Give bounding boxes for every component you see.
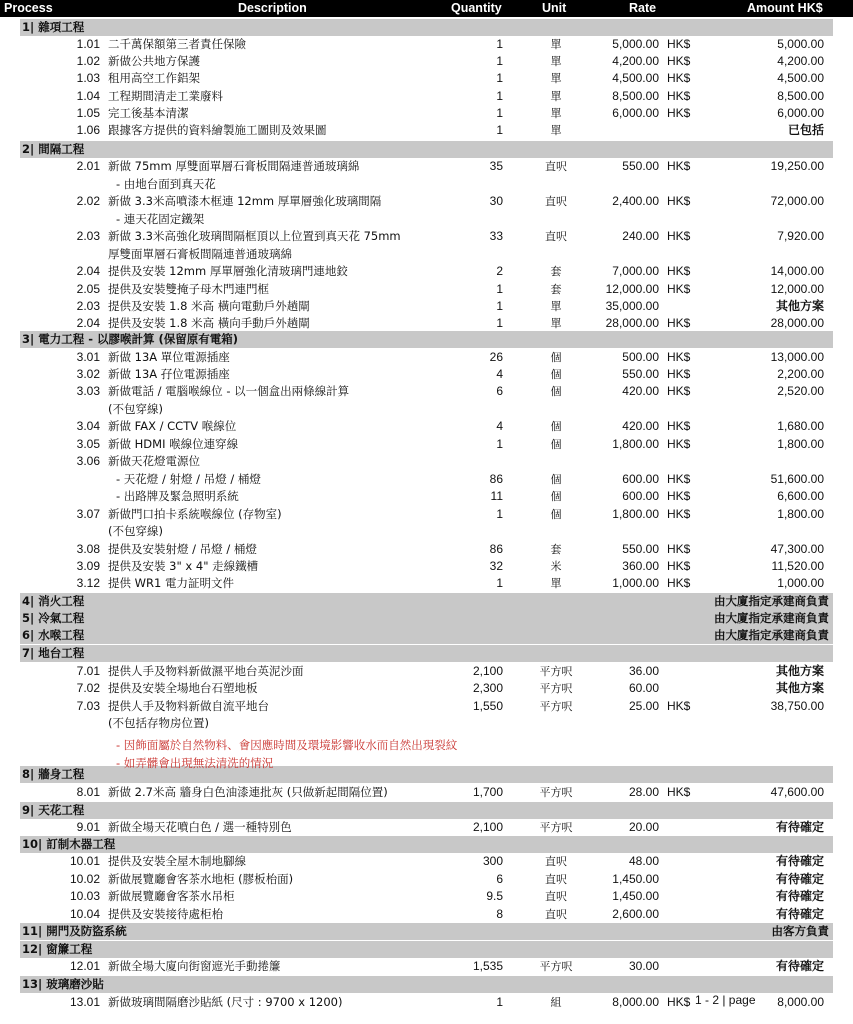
item-unit: 單 (550, 577, 562, 590)
item-unit: 平方呎 (539, 821, 573, 834)
item-quantity: 2,100 (472, 664, 503, 678)
item-description: 新做 FAX / CCTV 喉線位 (108, 419, 237, 433)
item-code: 1.01 (76, 37, 100, 51)
item-rate: 2,400.00 (612, 194, 659, 208)
item-code: 13.01 (69, 995, 100, 1009)
item-quantity: 11 (490, 489, 503, 503)
item-quantity: 1 (496, 123, 503, 137)
item-amount: 有待確定 (775, 820, 824, 834)
item-currency: HK$ (667, 264, 691, 278)
item-quantity: 1 (496, 37, 503, 51)
item-amount: 19,250.00 (770, 159, 824, 173)
item-amount: 1,800.00 (777, 507, 824, 521)
section-header (20, 19, 833, 36)
item-rate: 500.00 (622, 350, 659, 364)
item-unit: 平方呎 (539, 786, 573, 799)
item-code: 2.04 (76, 264, 100, 278)
section-title: 3| 電力工程 - 以膠喉計算 (保留原有電箱) (22, 332, 238, 346)
section-title: 13| 玻璃磨沙貼 (22, 977, 104, 991)
item-code: 3.07 (76, 507, 100, 521)
item-amount: 47,300.00 (770, 542, 824, 556)
item-unit: 直呎 (545, 873, 567, 886)
item-description: 提供及安裝 3" x 4" 走線鐵槽 (108, 559, 259, 573)
item-currency: HK$ (667, 367, 691, 381)
col-unit: Unit (542, 1, 567, 15)
item-amount: 7,920.00 (777, 229, 824, 243)
item-unit: 平方呎 (539, 665, 573, 678)
item-amount: 11,520.00 (771, 559, 824, 573)
item-code: 10.03 (69, 889, 100, 903)
section-header (20, 923, 833, 940)
section-header (20, 610, 833, 627)
item-description: 完工後基本清潔 (108, 106, 189, 120)
item-currency: HK$ (667, 282, 691, 296)
item-rate: 420.00 (622, 384, 659, 398)
item-currency: HK$ (667, 194, 691, 208)
item-description: 提供人手及物料新做濕平地台英泥沙面 (108, 664, 304, 678)
item-code: 2.02 (76, 194, 100, 208)
item-code: 2.05 (76, 282, 100, 296)
item-description: (不包括存物房位置) (108, 716, 209, 730)
item-currency: HK$ (667, 384, 691, 398)
item-description: 新做 13A 孖位電源插座 (108, 367, 230, 381)
item-unit: 單 (550, 38, 562, 51)
item-code: 3.01 (76, 350, 100, 364)
item-quantity: 9.5 (486, 889, 503, 903)
item-unit: 單 (550, 300, 562, 313)
section-header (20, 331, 833, 348)
item-currency: HK$ (667, 350, 691, 364)
item-currency: HK$ (667, 229, 691, 243)
item-description: - 由地台面到真天花 (116, 177, 216, 191)
section-header (20, 941, 833, 958)
item-rate: 4,500.00 (612, 71, 659, 85)
item-quantity: 2,100 (472, 820, 503, 834)
item-quantity: 1,700 (472, 785, 503, 799)
item-description: 新做公共地方保護 (108, 54, 200, 68)
section-title: 7| 地台工程 (22, 646, 85, 660)
item-quantity: 30 (489, 194, 503, 208)
item-amount: 12,000.00 (770, 282, 824, 296)
section-header (20, 976, 833, 993)
item-description: 厚雙面單層石膏板間隔連普通玻璃綿 (108, 247, 292, 261)
item-description: 新做玻璃間隔磨沙貼紙 (尺寸 : 9700 x 1200) (108, 995, 343, 1009)
item-rate: 20.00 (628, 820, 659, 834)
section-title: 12| 窗簾工程 (22, 942, 93, 956)
item-description: 提供及安裝 1.8 米高 橫向電動戶外趟閘 (108, 299, 310, 313)
item-unit: 套 (550, 265, 562, 278)
section-header (20, 836, 833, 853)
item-quantity: 1 (496, 106, 503, 120)
item-code: 10.02 (69, 872, 100, 886)
item-unit: 個 (550, 438, 562, 451)
item-quantity: 33 (489, 229, 503, 243)
item-code: 3.04 (76, 419, 100, 433)
item-code: 2.03 (76, 229, 100, 243)
item-rate: 600.00 (622, 472, 659, 486)
item-quantity: 26 (489, 350, 503, 364)
item-code: 10.01 (69, 854, 100, 868)
item-rate: 1,450.00 (612, 889, 659, 903)
item-code: 1.06 (76, 123, 100, 137)
item-currency: HK$ (667, 559, 691, 573)
item-rate: 240.00 (622, 229, 659, 243)
item-unit: 單 (550, 107, 562, 120)
item-quantity: 1 (496, 299, 503, 313)
item-description: 新做全場大廈向街窗遮光手動捲簾 (108, 959, 281, 973)
item-description: 提供及安裝全場地台石塑地板 (108, 681, 258, 695)
item-amount: 13,000.00 (770, 350, 824, 364)
item-code: 2.01 (76, 159, 100, 173)
item-code: 3.08 (76, 542, 100, 556)
item-amount: 6,600.00 (777, 489, 824, 503)
item-amount: 5,000.00 (777, 37, 824, 51)
item-quantity: 8 (496, 907, 503, 921)
item-quantity: 86 (489, 542, 503, 556)
item-currency: HK$ (667, 419, 691, 433)
item-rate: 36.00 (628, 664, 659, 678)
item-quantity: 6 (496, 872, 503, 886)
item-code: 1.05 (76, 106, 100, 120)
item-unit: 單 (550, 55, 562, 68)
item-unit: 直呎 (545, 855, 567, 868)
item-description: 新做全場天花噴白色 / 選一種特別色 (108, 820, 292, 834)
item-quantity: 6 (496, 384, 503, 398)
section-title: 11| 開門及防盜系統 (22, 924, 127, 938)
item-quantity: 1 (496, 89, 503, 103)
col-amount: Amount HK$ (747, 1, 823, 15)
item-quantity: 1,550 (472, 699, 503, 713)
item-description: 提供及安裝雙掩子母木門連門框 (108, 282, 269, 296)
item-amount: 有待確定 (775, 872, 824, 886)
item-code: 3.12 (76, 576, 100, 590)
item-quantity: 35 (489, 159, 503, 173)
item-rate: 550.00 (622, 542, 659, 556)
item-unit: 平方呎 (539, 960, 573, 973)
item-code: 3.06 (76, 454, 100, 468)
item-unit: 個 (550, 385, 562, 398)
item-unit: 直呎 (545, 230, 567, 243)
item-rate: 550.00 (622, 159, 659, 173)
item-currency: HK$ (667, 37, 691, 51)
item-rate: 550.00 (622, 367, 659, 381)
item-rate: 12,000.00 (605, 282, 659, 296)
item-currency: HK$ (667, 437, 691, 451)
item-currency: HK$ (667, 542, 691, 556)
item-description: 提供 WR1 電力証明文件 (108, 576, 234, 590)
item-rate: 25.00 (628, 699, 659, 713)
item-rate: 1,450.00 (612, 872, 659, 886)
item-description: 新做展覽廳會客茶水吊柜 (108, 889, 235, 903)
item-rate: 28.00 (628, 785, 659, 799)
item-unit: 米 (550, 560, 562, 573)
item-description: 新做展覽廳會客茶水地柜 (膠板枱面) (108, 872, 294, 886)
item-description: 新做 HDMI 喉線位連穿線 (108, 437, 239, 451)
item-description: - 出路牌及緊急照明系統 (116, 489, 239, 503)
item-rate: 7,000.00 (612, 264, 659, 278)
item-quantity: 1 (496, 437, 503, 451)
item-code: 1.03 (76, 71, 100, 85)
item-amount: 51,600.00 (770, 472, 824, 486)
item-quantity: 1 (496, 54, 503, 68)
item-amount: 6,000.00 (777, 106, 824, 120)
item-code: 2.03 (76, 299, 100, 313)
item-description: 租用高空工作鋁架 (108, 71, 200, 85)
item-amount: 28,000.00 (770, 316, 824, 330)
item-amount: 1,680.00 (777, 419, 824, 433)
item-unit: 直呎 (545, 908, 567, 921)
col-process: Process (4, 1, 53, 15)
item-description: 提供及安裝接待處柜枱 (108, 907, 223, 921)
item-unit: 個 (550, 351, 562, 364)
item-quantity: 32 (489, 559, 503, 573)
item-rate: 48.00 (628, 854, 659, 868)
item-quantity: 2,300 (472, 681, 503, 695)
item-description: 新做 2.7米高 牆身白色油漆連批灰 (只做新起間隔位置) (108, 785, 388, 799)
item-amount: 其他方案 (775, 664, 824, 678)
section-note: 由大廈指定承建商負責 (714, 628, 829, 642)
item-amount: 有待確定 (775, 889, 824, 903)
item-code: 7.03 (76, 699, 100, 713)
item-code: 3.02 (76, 367, 100, 381)
item-rate: 6,000.00 (612, 106, 659, 120)
section-title: 1| 雜項工程 (22, 20, 85, 34)
section-header (20, 141, 833, 158)
item-amount: 72,000.00 (770, 194, 824, 208)
item-quantity: 1 (496, 316, 503, 330)
item-currency: HK$ (667, 576, 691, 590)
item-unit: 個 (550, 473, 562, 486)
section-note: 由大廈指定承建商負責 (714, 594, 829, 608)
item-amount: 有待確定 (775, 854, 824, 868)
item-amount: 2,520.00 (777, 384, 824, 398)
item-description: 跟據客方提供的資料繪製施工圖則及效果圖 (108, 123, 327, 137)
item-rate: 1,800.00 (612, 507, 659, 521)
item-rate: 1,000.00 (612, 576, 659, 590)
item-unit: 平方呎 (539, 682, 573, 695)
section-title: 10| 訂制木器工程 (22, 837, 116, 851)
item-currency: HK$ (667, 995, 691, 1009)
item-description: - 如弄髒會出現無法清洗的情況 (116, 756, 274, 770)
item-quantity: 300 (482, 854, 503, 868)
item-code: 1.04 (76, 89, 100, 103)
item-rate: 8,500.00 (612, 89, 659, 103)
item-description: 工程期間清走工業廢料 (108, 89, 223, 103)
item-rate: 35,000.00 (605, 299, 659, 313)
item-code: 1.02 (76, 54, 100, 68)
item-rate: 2,600.00 (612, 907, 659, 921)
item-code: 3.09 (76, 559, 100, 573)
item-amount: 其他方案 (775, 681, 824, 695)
item-amount: 14,000.00 (770, 264, 824, 278)
item-description: 新做 75mm 厚雙面單層石膏板間隔連普通玻璃綿 (108, 159, 360, 173)
item-unit: 個 (550, 508, 562, 521)
item-currency: HK$ (667, 54, 691, 68)
item-unit: 個 (550, 368, 562, 381)
item-code: 2.04 (76, 316, 100, 330)
item-code: 3.05 (76, 437, 100, 451)
item-amount: 其他方案 (775, 299, 824, 313)
section-title: 8| 牆身工程 (22, 767, 85, 781)
item-currency: HK$ (667, 489, 691, 503)
item-description: 提供及安裝全屋木制地腳線 (108, 854, 246, 868)
item-rate: 30.00 (628, 959, 659, 973)
col-rate: Rate (629, 1, 657, 15)
item-rate: 360.00 (622, 559, 659, 573)
item-rate: 8,000.00 (612, 995, 659, 1009)
page-indicator: 1 - 2 | page (695, 993, 756, 1007)
col-quantity: Quantity (451, 1, 502, 15)
item-description: (不包穿線) (108, 524, 163, 538)
item-quantity: 1 (496, 995, 503, 1009)
item-description: 提供及安裝 1.8 米高 橫向手動戶外趟閘 (108, 316, 310, 330)
section-title: 4| 消火工程 (22, 594, 85, 608)
item-unit: 套 (550, 283, 562, 296)
item-unit: 直呎 (545, 195, 567, 208)
item-currency: HK$ (667, 785, 691, 799)
section-title: 2| 間隔工程 (22, 142, 85, 156)
item-description: - 因飾面屬於自然物料、會因應時間及環境影響收水而自然出現裂紋 (116, 738, 458, 752)
item-quantity: 1 (496, 282, 503, 296)
item-rate: 1,800.00 (612, 437, 659, 451)
item-description: (不包穿線) (108, 402, 163, 416)
section-header (20, 593, 833, 610)
item-description: 二千萬保額第三者責任保險 (108, 37, 246, 51)
item-currency: HK$ (667, 699, 691, 713)
item-unit: 組 (550, 996, 562, 1009)
item-unit: 直呎 (545, 160, 567, 173)
item-description: 新做 13A 單位電源插座 (108, 350, 230, 364)
item-quantity: 1 (496, 71, 503, 85)
item-code: 8.01 (76, 785, 100, 799)
item-quantity: 4 (496, 419, 503, 433)
item-unit: 單 (550, 90, 562, 103)
item-currency: HK$ (667, 106, 691, 120)
item-description: - 天花燈 / 射燈 / 吊燈 / 桶燈 (116, 472, 261, 486)
item-currency: HK$ (667, 472, 691, 486)
item-amount: 1,800.00 (777, 437, 824, 451)
item-unit: 單 (550, 72, 562, 85)
item-code: 12.01 (69, 959, 100, 973)
item-amount: 有待確定 (775, 959, 824, 973)
item-code: 10.04 (69, 907, 100, 921)
item-description: 新做門口拍卡系統喉線位 (存物室) (108, 507, 282, 521)
item-rate: 420.00 (622, 419, 659, 433)
item-unit: 個 (550, 490, 562, 503)
item-unit: 平方呎 (539, 700, 573, 713)
item-rate: 5,000.00 (612, 37, 659, 51)
item-description: 新做 3.3米高強化玻璃間隔框頂以上位置到真天花 75mm (108, 229, 401, 243)
item-quantity: 86 (489, 472, 503, 486)
item-description: 提供及安裝射燈 / 吊燈 / 桶燈 (108, 542, 257, 556)
item-amount: 已包括 (787, 123, 824, 137)
item-amount: 有待確定 (775, 907, 824, 921)
item-amount: 4,200.00 (777, 54, 824, 68)
section-header (20, 627, 833, 644)
item-currency: HK$ (667, 89, 691, 103)
item-amount: 8,000.00 (777, 995, 824, 1009)
item-description: 新做天花燈電源位 (108, 454, 200, 468)
section-title: 6| 水喉工程 (22, 628, 85, 642)
item-amount: 4,500.00 (777, 71, 824, 85)
item-unit: 套 (550, 543, 562, 556)
item-currency: HK$ (667, 507, 691, 521)
section-note: 由大廈指定承建商負責 (714, 611, 829, 625)
item-currency: HK$ (667, 316, 691, 330)
item-rate: 60.00 (628, 681, 659, 695)
item-description: - 連天花固定鐵架 (116, 212, 205, 226)
item-quantity: 2 (496, 264, 503, 278)
table-header (0, 0, 853, 17)
item-description: 新做電話 / 電腦喉線位 - 以一個盒出兩條線計算 (108, 384, 350, 398)
item-rate: 4,200.00 (612, 54, 659, 68)
item-currency: HK$ (667, 159, 691, 173)
item-code: 7.01 (76, 664, 100, 678)
item-amount: 47,600.00 (770, 785, 824, 799)
item-unit: 單 (550, 317, 562, 330)
section-header (20, 802, 833, 819)
section-header (20, 645, 833, 662)
item-amount: 1,000.00 (777, 576, 824, 590)
item-code: 7.02 (76, 681, 100, 695)
item-amount: 2,200.00 (777, 367, 824, 381)
item-unit: 直呎 (545, 890, 567, 903)
section-note: 由客方負責 (771, 924, 829, 938)
item-quantity: 1,535 (472, 959, 503, 973)
section-title: 9| 天花工程 (22, 803, 85, 817)
item-quantity: 4 (496, 367, 503, 381)
item-unit: 單 (550, 124, 562, 137)
item-description: 提供及安裝 12mm 厚單層強化清玻璃門連地鉸 (108, 264, 348, 278)
item-code: 3.03 (76, 384, 100, 398)
item-amount: 38,750.00 (770, 699, 824, 713)
section-title: 5| 冷氣工程 (22, 611, 85, 625)
item-currency: HK$ (667, 71, 691, 85)
item-unit: 個 (550, 420, 562, 433)
item-quantity: 1 (496, 576, 503, 590)
item-rate: 28,000.00 (605, 316, 659, 330)
item-quantity: 1 (496, 507, 503, 521)
item-rate: 600.00 (622, 489, 659, 503)
item-description: 新做 3.3米高噴漆木框連 12mm 厚單層強化玻璃間隔 (108, 194, 382, 208)
item-description: 提供人手及物料新做自流平地台 (108, 699, 269, 713)
col-description: Description (238, 1, 307, 15)
item-amount: 8,500.00 (777, 89, 824, 103)
item-code: 9.01 (76, 820, 100, 834)
